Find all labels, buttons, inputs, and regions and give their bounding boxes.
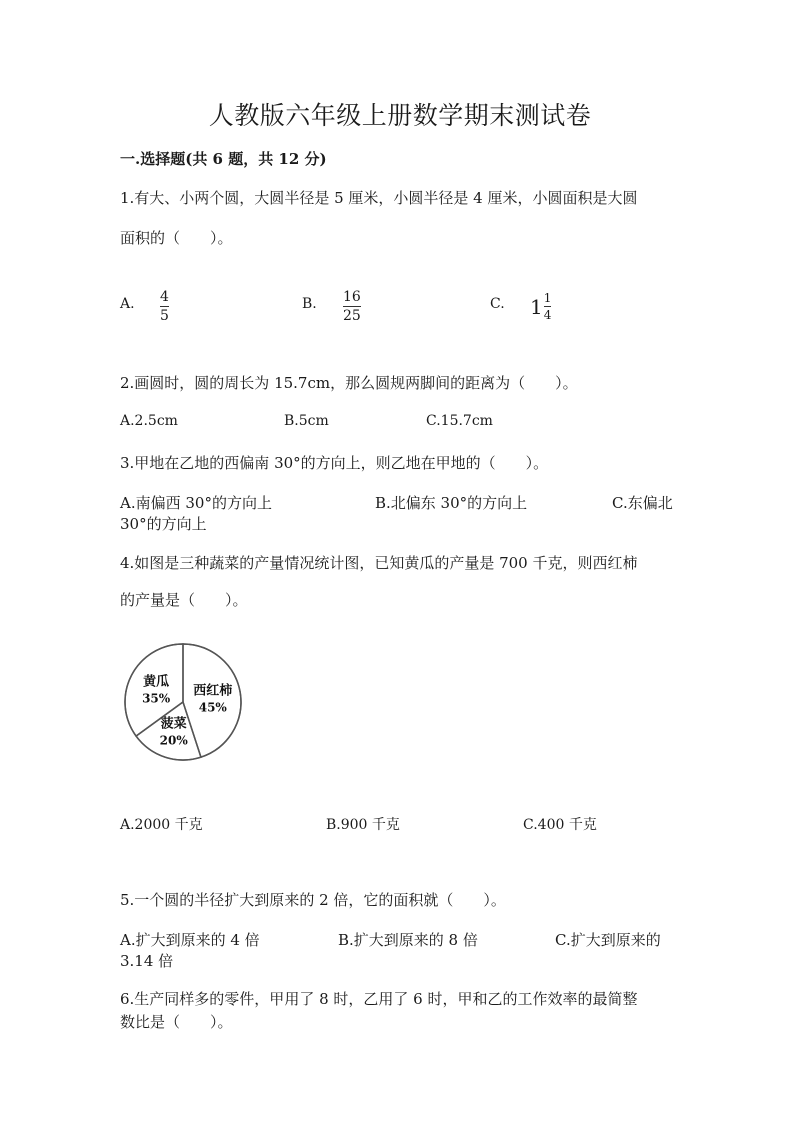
question-4-line-2: 的产量是（ ）。 <box>120 591 248 609</box>
pie-label-1: 西红柿 <box>193 683 233 699</box>
q1-option-a-fraction <box>160 290 169 323</box>
question-4-line-1: 4.如图是三种蔬菜的产量情况统计图，已知黄瓜的产量是 700 千克，则西红柿 <box>120 554 638 572</box>
q1-option-c-mixed-number <box>530 292 551 321</box>
q1-option-b-fraction <box>343 290 361 323</box>
q4-option-a: A.2000 千克 <box>120 817 203 833</box>
pie-value-1: 45% <box>198 700 227 715</box>
q3-option-a: A.南偏西 30°的方向上 <box>120 494 272 512</box>
q5-option-c-continued: 3.14 倍 <box>120 952 174 970</box>
q1-option-a-label: A. <box>120 296 135 312</box>
pie-label-0: 黄瓜 <box>143 674 170 690</box>
q1-a-denominator: 5 <box>160 308 169 324</box>
pie-label-2: 菠菜 <box>160 716 187 732</box>
q2-option-a: A.2.5cm <box>120 413 178 429</box>
vegetable-yield-pie-chart <box>118 640 248 770</box>
q3-option-c-continued: 30°的方向上 <box>120 515 207 533</box>
q1-option-c-label: C. <box>490 296 505 312</box>
q4-option-b: B.900 千克 <box>326 817 400 833</box>
q2-option-c: C.15.7cm <box>426 413 493 429</box>
q1-c-denominator: 4 <box>543 308 552 322</box>
q1-a-numerator: 4 <box>160 289 169 305</box>
q1-b-denominator: 25 <box>343 308 361 324</box>
q3-option-b: B.北偏东 30°的方向上 <box>375 494 528 512</box>
question-1-line-2: 面积的（ ）。 <box>120 229 233 247</box>
q1-option-b-label: B. <box>302 296 317 312</box>
pie-value-2: 20% <box>159 733 188 748</box>
q1-c-whole: 1 <box>530 294 543 319</box>
question-6-line-2: 数比是（ ）。 <box>120 1013 233 1031</box>
section-heading: 一.选择题(共 6 题，共 12 分) <box>120 150 327 168</box>
q3-option-c: C.东偏北 <box>612 494 673 512</box>
question-3: 3.甲地在乙地的西偏南 30°的方向上，则乙地在甲地的（ ）。 <box>120 454 549 472</box>
pie-value-0: 35% <box>142 691 171 706</box>
q1-c-numerator: 1 <box>543 291 552 305</box>
q4-option-c: C.400 千克 <box>523 817 597 833</box>
q5-option-b: B.扩大到原来的 8 倍 <box>338 931 478 949</box>
question-1-line-1: 1.有大、小两个圆，大圆半径是 5 厘米，小圆半径是 4 厘米，小圆面积是大圆 <box>120 189 638 207</box>
q5-option-c: C.扩大到原来的 <box>555 931 661 949</box>
question-6-line-1: 6.生产同样多的零件，甲用了 8 时，乙用了 6 时，甲和乙的工作效率的最简整 <box>120 990 638 1008</box>
question-5: 5.一个圆的半径扩大到原来的 2 倍，它的面积就（ ）。 <box>120 891 506 909</box>
q2-option-b: B.5cm <box>284 413 329 429</box>
q5-option-a: A.扩大到原来的 4 倍 <box>120 931 260 949</box>
q1-b-numerator: 16 <box>343 289 361 305</box>
page-title: 人教版六年级上册数学期末测试卷 <box>208 101 592 130</box>
question-2: 2.画圆时，圆的周长为 15.7cm，那么圆规两脚间的距离为（ ）。 <box>120 374 578 392</box>
